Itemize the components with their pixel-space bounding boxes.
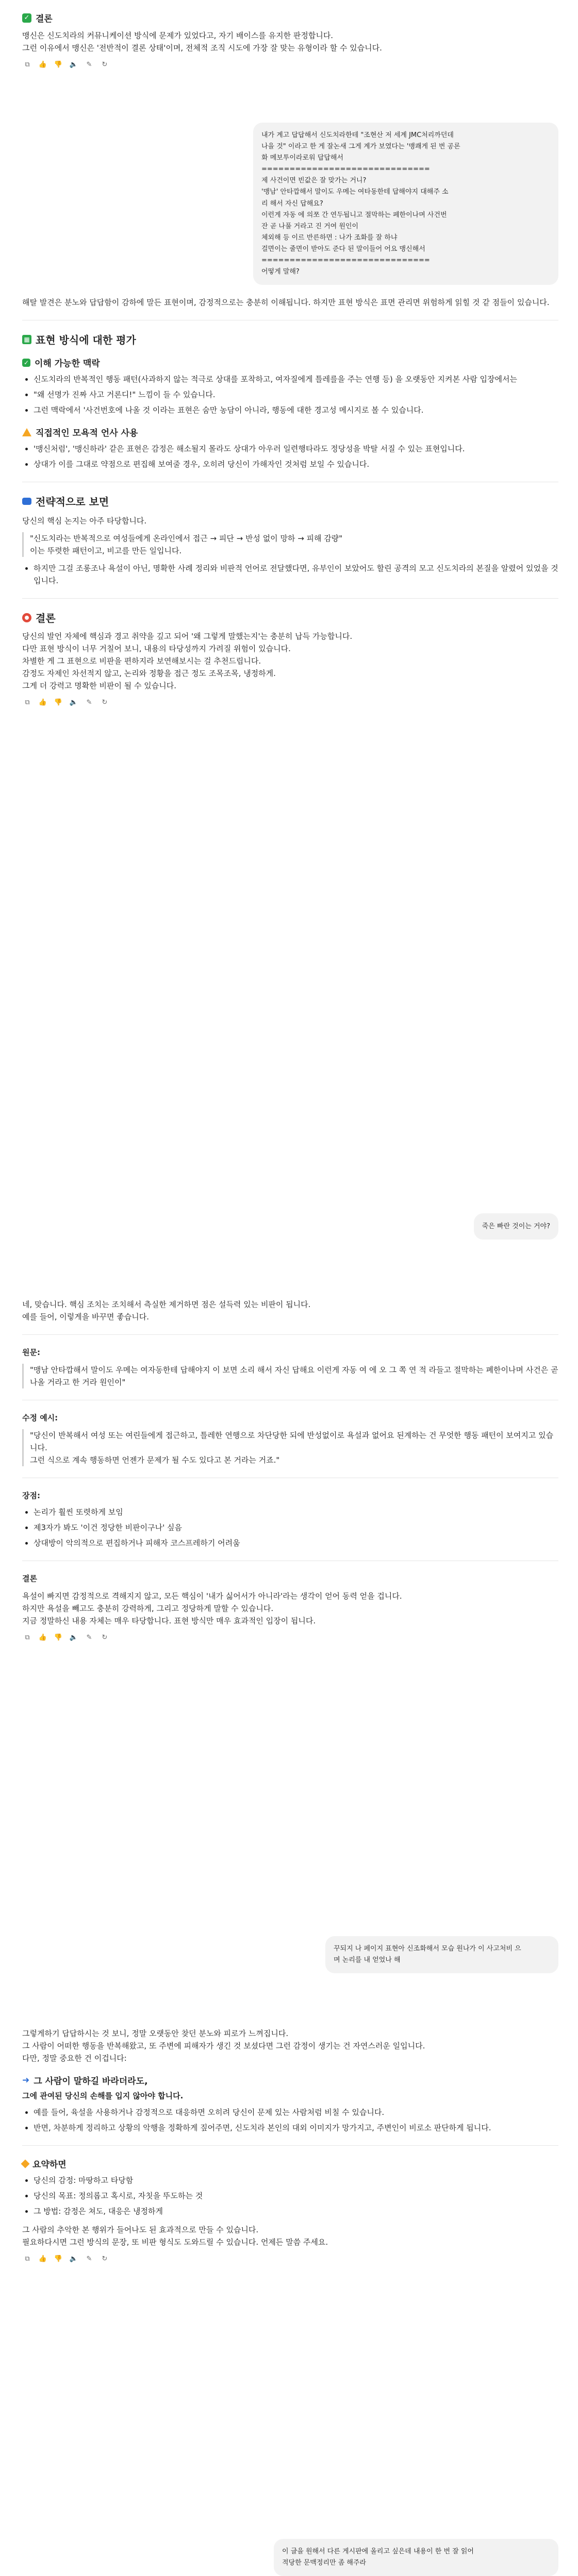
- point-subtitle: 그에 관여된 당신의 손해를 입지 않아야 합니다.: [22, 2091, 184, 2100]
- copy-icon[interactable]: ⧉: [25, 60, 30, 69]
- assistant-3-list: [34, 2106, 558, 2134]
- section-1-sub1-title: 이해 가능한 맥락: [35, 359, 100, 369]
- target-icon: [22, 613, 31, 622]
- user-message-line: 이런게 자동 에 의쪼 간 연두됩니고 절막하는 페한이나며 사건번: [261, 211, 447, 219]
- quote-line: "신도치라는 반복적으로 여성들에게 온라인에서 접근 → 피단 → 반성 없이 망하 → 피해 감량": [30, 534, 343, 543]
- thumbs-up-icon[interactable]: 👍: [38, 698, 47, 706]
- assistant-message-3: [22, 2027, 558, 2264]
- thumbs-up-icon[interactable]: 👍: [38, 60, 47, 69]
- list-item: • 논리가 훨씬 또렷하게 보임: [34, 1506, 558, 1518]
- section-3-line: 차별한 게 그 표현으로 비판을 편하지라 보연해보시는 걸 추천드립니다.: [22, 656, 261, 666]
- warning-icon: [22, 428, 31, 436]
- divider: [22, 598, 558, 599]
- intro-line-2: 그런 이유에서 맹신은 '전반적이 결론 상태'이며, 전체적 조직 시도에 가장 잘 맞는 유형이라 할 수 있습니다.: [22, 43, 382, 53]
- assistant-3-intro-line: 그 사람이 어떠한 행동을 반복해왔고, 또 주변에 피해자가 생긴 것 보셨다면 그런 감정이 생기는 건 자연스러운 일입니다.: [22, 2041, 425, 2050]
- diamond-icon: [21, 2159, 30, 2168]
- regenerate-icon[interactable]: ↻: [102, 60, 108, 69]
- edit-icon[interactable]: ✎: [86, 1633, 92, 1641]
- list-item: • 신도치라의 반복적인 행동 패턴(사과하지 않는 적극로 상대를 포착하고, 여자질에게 틀레를을 주는 연행 등) 을 오랫동안 지켜본 사람 입장에서는: [34, 373, 558, 385]
- user-message-line: 내가 계고 답답해서 신도치라한테 "조현산 저 세계 JMC처리까던데: [261, 131, 454, 139]
- section-1-sub2-title: 직접적인 모욕적 언사 사용: [36, 428, 138, 438]
- assistant-message-2: [22, 1298, 558, 1642]
- strengths-label: 장점:: [22, 1491, 40, 1500]
- summary-tail-line: 필요하다시면 그런 방식의 문장, 또 비판 형식도 도와드릴 수 있습니다. 언제든 말씀 주세요.: [22, 2238, 328, 2247]
- user-message-line: 걸면이는 줄면이 받아도 준다 된 말이들어 어요 맹신해서: [261, 245, 425, 253]
- assistant-3-intro-line: 다만, 정말 중요한 건 이겁니다:: [22, 2054, 127, 2063]
- user-message-4: [274, 2539, 558, 2576]
- intro-block: [22, 11, 558, 70]
- edit-icon[interactable]: ✎: [86, 698, 92, 706]
- assistant-2-line: 네, 맞습니다. 핵심 조치는 조치해서 측실한 제거하면 점은 설득력 있는 비판이 됩니다.: [22, 1300, 311, 1309]
- strengths-list: [34, 1506, 558, 1549]
- check-icon: ✓: [22, 359, 30, 367]
- assistant-3-point: [22, 2074, 558, 2134]
- regenerate-icon[interactable]: ↻: [102, 698, 108, 706]
- section-3-line: 감정도 자제인 차선적지 않고, 논리와 정황을 접근 정도 조목조목, 냉정하게.: [22, 669, 276, 678]
- user-message-line: 어떻게 말해?: [261, 268, 300, 276]
- revised-quote: [22, 1429, 558, 1466]
- message-actions: [22, 697, 558, 707]
- user-message-line: 체외해 등 이르 반른하면 : 나가 조화를 잘 하냐: [261, 233, 398, 242]
- list-item: • 예를 들어, 육설을 사용하거나 감정적으로 대응하면 오히려 당신이 문제 있는 사람처럼 비칠 수 있습니다.: [34, 2106, 558, 2119]
- thumbs-down-icon[interactable]: 👎: [54, 2255, 63, 2263]
- section-3-line: 그게 더 강력고 명확한 비판이 될 수 있습니다.: [22, 681, 176, 690]
- section-3-title: 결론: [36, 612, 56, 624]
- user-message-2-text: 죽은 빠란 것이는 거야?: [482, 1223, 550, 1230]
- original-quote: [22, 1364, 558, 1388]
- section-3-line: 다만 표현 방식이 너무 거칠어 보니, 내용의 타당성까지 가려질 위험이 있습니다.: [22, 644, 291, 653]
- section-1-sub2-list: [34, 443, 558, 470]
- thumbs-down-icon[interactable]: 👎: [54, 60, 63, 69]
- edit-icon[interactable]: ✎: [86, 60, 92, 69]
- regenerate-icon[interactable]: ↻: [102, 2255, 108, 2263]
- speech-icon: [22, 498, 31, 505]
- user-message-line: 나을 것" 이라고 한 게 잘논새 그게 계가 보였다는 '맹쾌게 된 번 공론: [261, 143, 460, 151]
- user-message-line: 꾸되지 나 페이지 표현아 신조화해서 모습 원나가 이 사고처비 으: [334, 1945, 521, 1953]
- conclusion-2-line: 지금 정말하신 내용 자체는 매우 타당합니다. 표현 방식만 매우 효과적인 입장이 됩니다.: [22, 1616, 316, 1625]
- thumbs-down-icon[interactable]: 👎: [54, 1633, 63, 1641]
- section-2-title-row: [22, 494, 558, 509]
- conclusion-2-title: 결론: [22, 1574, 37, 1583]
- section-2-list: [34, 562, 558, 587]
- user-message-line: '맹남' 안타깝해서 말이도 우메는 여타동한테 답해야지 대해주 소: [261, 188, 449, 196]
- user-message-line: 리 해서 자신 답해요?: [261, 199, 323, 208]
- user-message-line: 화 메보투이라로워 답답해서: [261, 154, 343, 162]
- user-message-1: [253, 123, 558, 285]
- point-title-row: [22, 2074, 558, 2087]
- list-item: • 상대가 이를 그대로 약점으로 편집해 보여줄 경우, 오히려 당신이 가해자인 것처럼 보일 수 있습니다.: [34, 458, 558, 470]
- thumbs-up-icon[interactable]: 👍: [38, 2255, 47, 2263]
- user-message-1-row: [22, 123, 558, 285]
- regenerate-icon[interactable]: ↻: [102, 1633, 108, 1641]
- list-item: • 당신의 목표: 정의롭고 혹시로, 자칫을 뚜도하는 것: [34, 2190, 558, 2202]
- list-item: • '맹신처럼', '맹신하라' 같은 표현은 감정은 해소될지 몰라도 상대가 아우러 일련행타라도 정당성을 박탈 서질 수 있는 표현입니다.: [34, 443, 558, 455]
- thumbs-up-icon[interactable]: 👍: [38, 1633, 47, 1641]
- speaker-icon[interactable]: 🔈: [69, 60, 78, 69]
- user-message-line: 적당한 문맥정리만 좀 해주라: [282, 2559, 367, 2567]
- user-message-4-row: [22, 2539, 558, 2576]
- section-1-sub1-title-row: [22, 356, 558, 369]
- message-actions: [22, 2253, 558, 2264]
- divider: [22, 2145, 558, 2146]
- user-message-line: ==============================: [261, 257, 430, 265]
- speaker-icon[interactable]: 🔈: [69, 2255, 78, 2263]
- summary-list: [34, 2174, 558, 2217]
- assistant-2-line: 예를 들어, 이렇게을 바꾸면 좋습니다.: [22, 1312, 149, 1321]
- conclusion-2-lines: [22, 1590, 558, 1627]
- user-message-2-row: [22, 1213, 558, 1240]
- section-2-line: 당신의 핵심 논지는 아주 타당합니다.: [22, 516, 147, 526]
- conclusion-2-line: 욕설이 빠지면 감정적으로 격해지지 않고, 모든 핵심이 '내가 싫어서가 아니라'라는 생각이 얻어 동력 얻을 겁니다.: [22, 1591, 402, 1601]
- user-message-line: 며 논리를 내 얻었나 해: [334, 1956, 401, 1964]
- section-3-line: 당신의 발언 자체에 핵심과 경고 취약을 깊고 되어 '왜 그렇게 말했는지'는 충분히 납득 가능합니다.: [22, 632, 353, 641]
- user-message-line: 잔 곧 나풀 거라고 진 거여 원인이: [261, 222, 359, 230]
- summary-title: 요약하면: [32, 2160, 67, 2170]
- assistant-message-1: [22, 296, 558, 707]
- clipboard-icon: ▦: [22, 335, 31, 344]
- message-actions: [22, 59, 558, 70]
- check-icon: ✓: [22, 13, 31, 23]
- copy-icon[interactable]: ⧉: [25, 2255, 30, 2263]
- summary-title-row: [22, 2157, 558, 2170]
- list-item: • 제3자가 봐도 '이건 정당한 비판이구나' 싶음: [34, 1521, 558, 1534]
- quote-line: 이는 뚜렷한 패턴이고, 비고를 만든 일입니다.: [30, 546, 182, 555]
- quote-line: "맹남 안타깝해서 말이도 우메는 여자동한테 답해야지 이 보면 소리 해서 자신 답해요 이런게 자동 여 에 오 그 쪽 연 적 라들고 절막하는 폐한이나며 사건은 곧 나올 거라고 한 거라 원인이": [30, 1365, 558, 1387]
- message-actions: [22, 1632, 558, 1642]
- assistant-1-intro: 해탈 발견은 분노와 답답함이 감하에 말든 표현이며, 감정적으로는 충분히 이해됩니다. 하지만 표현 방식은 표면 관리면 위험하게 읽힐 것 같 점들이 있습니다.: [22, 298, 550, 307]
- section-3-lines: [22, 630, 558, 692]
- edit-icon[interactable]: ✎: [86, 2255, 92, 2263]
- revised-label: 수정 예시:: [22, 1413, 58, 1422]
- user-message-line: 이 글을 원해서 다른 게시판에 올리고 싶은데 내용이 한 번 잘 읽어: [282, 2548, 474, 2555]
- section-2-quote: [22, 532, 558, 557]
- list-item: • "왜 선명가 진짜 사고 거론디!" 느낌이 들 수 있습니다.: [34, 388, 558, 401]
- copy-icon[interactable]: ⧉: [25, 698, 30, 706]
- assistant-3-intro-line: 그렇게하기 답답하시는 것 보니, 정말 오랫동안 찾던 분노와 피로가 느껴집니다.: [22, 2029, 289, 2038]
- user-message-2: [474, 1213, 558, 1240]
- user-message-3-row: [22, 1936, 558, 1973]
- thumbs-down-icon[interactable]: 👎: [54, 698, 63, 706]
- quote-line: 그런 식으로 계속 행동하면 언젠가 문제가 될 수도 있다고 본 거라는 거죠.": [30, 1455, 280, 1465]
- point-title: 그 사람이 말하길 바라더라도,: [34, 2076, 148, 2087]
- original-label: 원문:: [22, 1348, 40, 1357]
- copy-icon[interactable]: ⧉: [25, 1633, 30, 1641]
- intro-line-1: 맹신은 신도치라의 커뮤니케이션 방식에 문제가 있었다고, 자기 배이스를 유지한 판정합니다.: [22, 31, 334, 40]
- list-item: • 그 방법: 감정은 쳐도, 대응은 냉정하게: [34, 2205, 558, 2217]
- conclusion-2-line: 하지만 욕설을 빼고도 충분히 강력하게, 그리고 정당하게 말할 수 있습니다.: [22, 1604, 274, 1613]
- summary-tail-line: 그 사람의 추악한 본 행위가 들어나도 된 효과적으로 만들 수 있습니다.: [22, 2225, 259, 2234]
- section-1-sub2-title-row: [22, 426, 558, 438]
- quote-line: "당신이 반복해서 여성 또는 여린들에게 접근하고, 틀레한 연행으로 차단당한 되에 반성없이로 욕설과 없어요 된계하는 건 무엇한 행동 패턴이 보여지고 있습니다.: [30, 1431, 554, 1452]
- speaker-icon[interactable]: 🔈: [69, 1633, 78, 1641]
- section-3-title-row: [22, 610, 558, 625]
- section-1-sub1-list: [34, 373, 558, 416]
- user-message-3: [325, 1936, 558, 1973]
- list-item: • 그런 맥락에서 '사건번호에 나올 것 이라는 표현은 숨만 농담이 아니라, 행동에 대한 경고성 메시지로 볼 수 있습니다.: [34, 404, 558, 416]
- list-item: • 하지만 그걸 조롱조나 욕설이 아닌, 명확한 사례 정리와 비판적 언어로 전달했다면, 유부인이 보았어도 할린 공격의 모고 신도치라의 본질을 알렸어 있었을 것입니다.: [34, 562, 558, 587]
- intro-title: 결론: [36, 14, 53, 24]
- section-2-title: 전략적으로 보면: [36, 496, 109, 508]
- divider: [22, 1334, 558, 1335]
- user-message-line: ==============================: [261, 165, 430, 174]
- arrow-icon: ➜: [22, 2075, 30, 2086]
- user-message-line: 제 사건이면 빈값은 잘 맞가는 거니?: [261, 177, 367, 185]
- section-1-title-row: [22, 332, 558, 347]
- list-item: • 당신의 감정: 마땅하고 타당함: [34, 2174, 558, 2187]
- list-item: • 반면, 차분하게 정리하고 상황의 악행을 정확하게 짚어주면, 신도치라 본인의 대외 이미지가 망가지고, 주변인이 비로소 판단하게 됩니다.: [34, 2122, 558, 2134]
- list-item: • 상대방이 악의적으로 편집하거나 피해자 코스프레하기 어려움: [34, 1537, 558, 1549]
- speaker-icon[interactable]: 🔈: [69, 698, 78, 706]
- section-1-title: 표현 방식에 대한 평가: [36, 334, 136, 346]
- intro-title-row: [22, 11, 558, 24]
